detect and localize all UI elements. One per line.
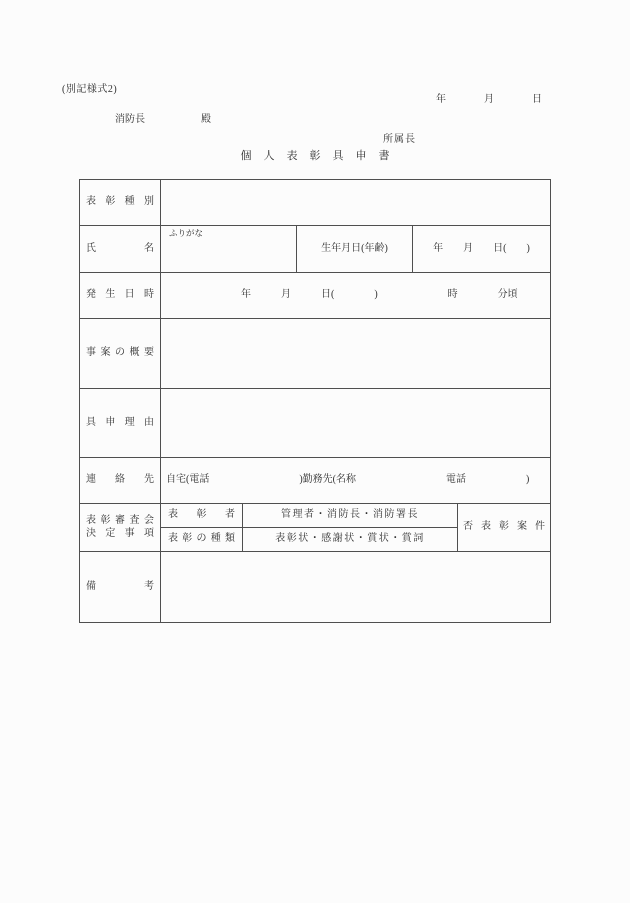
committee-subtable — [161, 504, 458, 551]
contact-label-cell — [80, 458, 161, 503]
contact-field — [161, 458, 550, 503]
addressee: 消防長 — [115, 114, 145, 125]
name-label: 氏 名 — [86, 242, 154, 254]
commender-label: 表 彰 者 — [168, 509, 235, 521]
occurrence-label: 発 生 日 時 — [86, 289, 154, 301]
occurrence-label-cell — [80, 273, 161, 318]
committee-label-cell — [80, 504, 161, 551]
birth-date-label-cell — [297, 226, 413, 272]
name-label-cell — [80, 226, 161, 272]
contact-label: 連 絡 先 — [86, 474, 154, 486]
birth-date-field — [413, 226, 550, 272]
reason-field — [161, 389, 550, 457]
honorific: 殿 — [201, 114, 211, 125]
non-commendation-label: 否 表 彰 案 件 — [463, 521, 545, 533]
birth-date-label: 生年月日(年齢) — [321, 242, 388, 254]
subrow-commender — [161, 504, 457, 528]
non-commendation-cell — [458, 504, 550, 551]
row-contact — [80, 458, 550, 504]
sender-title: 所属長 — [383, 134, 416, 145]
case-summary-label: 事 案 の 概 要 — [86, 347, 154, 359]
remarks-label: 備 考 — [86, 580, 154, 592]
addressee-line — [115, 114, 211, 127]
award-kind-label-cell — [161, 528, 243, 551]
commendation-form-table — [79, 179, 551, 623]
award-type-label: 表 彰 種 別 — [86, 196, 154, 208]
date-line: 年 月 日 — [436, 94, 542, 105]
case-summary-field — [161, 319, 550, 388]
row-occurrence — [80, 273, 550, 319]
row-award-type — [80, 180, 550, 226]
name-field — [161, 226, 297, 272]
furigana-label: ふりがな — [169, 228, 204, 238]
reason-label: 具 申 理 由 — [86, 416, 154, 428]
form-note: (別記様式2) — [62, 84, 118, 95]
occurrence-blanks: 年 月 日( ) 時 分頃 — [241, 289, 518, 301]
row-remarks — [80, 552, 550, 622]
occurrence-field — [161, 273, 550, 318]
birth-date-blanks: 年 月 日( ) — [433, 242, 530, 254]
committee-label-line2: 決 定 事 項 — [86, 527, 154, 539]
form-title: 個人表彰具申書 — [240, 150, 402, 162]
award-kind-options: 表彰状・感謝状・賞状・賞詞 — [275, 533, 425, 545]
commender-options: 管理者・消防長・消防署長 — [281, 509, 419, 521]
row-committee-decision — [80, 504, 550, 552]
remarks-field — [161, 552, 550, 622]
row-case-summary — [80, 319, 550, 389]
row-reason — [80, 389, 550, 458]
case-summary-label-cell — [80, 319, 161, 388]
committee-label-line1: 表彰審査会 — [86, 515, 154, 526]
award-type-label-cell — [80, 180, 161, 225]
award-type-field — [161, 180, 550, 225]
row-name — [80, 226, 550, 273]
reason-label-cell — [80, 389, 161, 457]
subrow-award-kind — [161, 528, 457, 551]
contact-blanks: 自宅(電話 )勤務先(名称 電話 ) — [166, 474, 530, 486]
remarks-label-cell — [80, 552, 161, 622]
commender-label-cell — [161, 504, 243, 527]
award-kind-label: 表 彰 の 種 類 — [168, 533, 235, 545]
